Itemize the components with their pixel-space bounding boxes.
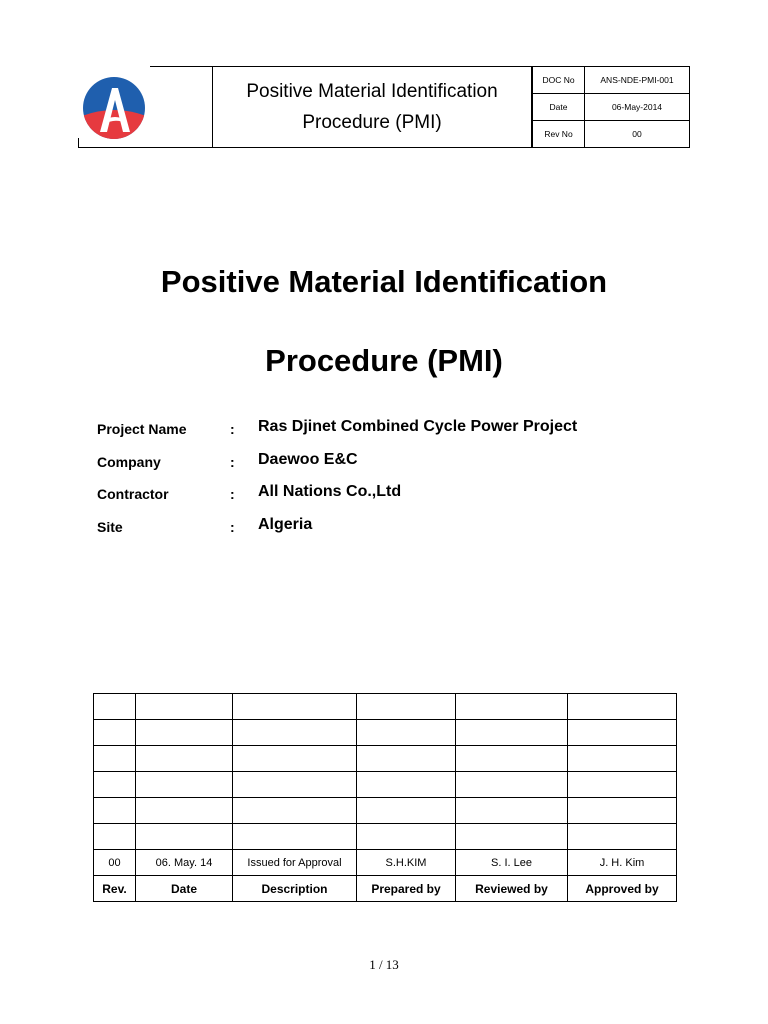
info-label: Project Name: [97, 421, 187, 437]
column-header-prepared-by: Prepared by: [357, 876, 456, 902]
info-row-company: [97, 451, 697, 484]
meta-row: [533, 94, 690, 121]
table-row-empty: [94, 746, 677, 772]
info-value: All Nations Co.,Ltd: [258, 483, 402, 500]
revision-table: [93, 693, 677, 902]
document-meta-table: [532, 66, 690, 148]
table-row-empty: [94, 720, 677, 746]
column-header-rev: Rev.: [94, 876, 136, 902]
meta-value: 00: [585, 121, 690, 148]
document-title-line2: Procedure (PMI): [265, 343, 503, 378]
table-row-empty: [94, 798, 677, 824]
date-cell: 06. May. 14: [136, 850, 233, 876]
info-row-contractor: [97, 483, 697, 516]
meta-value: ANS-NDE-PMI-001: [585, 67, 690, 94]
table-row: [94, 850, 677, 876]
meta-label: Rev No: [533, 121, 585, 148]
logo-cell: [78, 66, 212, 148]
meta-label: DOC No: [533, 67, 585, 94]
column-header-description: Description: [233, 876, 357, 902]
company-logo-icon: [82, 76, 146, 140]
project-info: [97, 418, 697, 548]
meta-row: [533, 121, 690, 148]
column-header-reviewed-by: Reviewed by: [456, 876, 568, 902]
info-value: Algeria: [258, 515, 313, 533]
document-title-line1: Positive Material Identification: [160, 264, 608, 299]
info-value: Ras Djinet Combined Cycle Power Project: [258, 418, 578, 435]
column-header-approved-by: Approved by: [568, 876, 677, 902]
info-separator: :: [230, 453, 235, 470]
meta-value: 06-May-2014: [585, 94, 690, 121]
info-label: Company: [97, 453, 161, 470]
table-row-empty: [94, 772, 677, 798]
table-row-empty: [94, 694, 677, 720]
header-title-line1: Positive Material Identification: [246, 81, 498, 102]
info-label: Site: [97, 518, 123, 535]
reviewed-by-cell: S. I. Lee: [456, 850, 568, 876]
document-header: [78, 66, 690, 148]
info-separator: :: [230, 518, 235, 535]
table-header-row: [94, 876, 677, 902]
description-cell: Issued for Approval: [233, 850, 357, 876]
page-number: 1 / 13: [369, 957, 399, 972]
approved-by-cell: J. H. Kim: [568, 850, 677, 876]
prepared-by-cell: S.H.KIM: [357, 850, 456, 876]
header-title-line2: Procedure (PMI): [302, 112, 442, 133]
info-separator: :: [230, 486, 235, 502]
info-row-site: [97, 516, 697, 549]
info-value: Daewoo E&C: [258, 450, 358, 468]
info-label: Contractor: [97, 486, 169, 502]
info-row-project-name: [97, 418, 697, 451]
header-title: [212, 66, 532, 148]
rev-cell: 00: [94, 850, 136, 876]
column-header-date: Date: [136, 876, 233, 902]
table-row-empty: [94, 824, 677, 850]
meta-label: Date: [533, 94, 585, 121]
meta-row: [533, 67, 690, 94]
info-separator: :: [230, 421, 235, 437]
